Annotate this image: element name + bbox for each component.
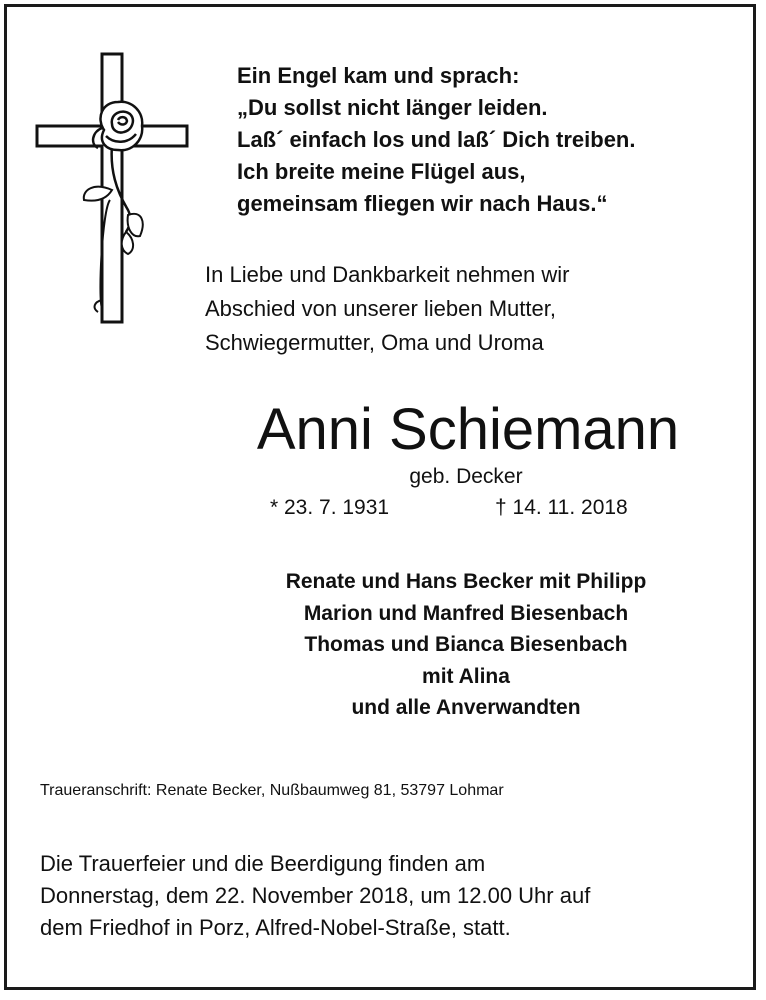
poem-line: Ein Engel kam und sprach: — [237, 63, 520, 88]
family-line: Marion und Manfred Biesenbach — [303, 601, 629, 625]
death-date: † 14. 11. 2018 — [495, 496, 628, 519]
birth-date: * 23. 7. 1931 — [270, 496, 390, 519]
intro-text — [205, 258, 725, 360]
deceased-name: Anni Schiemann — [256, 397, 680, 462]
funeral-line: dem Friedhof in Porz, Alfred-Nobel-Straße, statt. — [40, 915, 511, 940]
funeral-info — [40, 848, 740, 944]
intro-line: Schwiegermutter, Oma und Uroma — [205, 330, 544, 355]
maiden-name: geb. Decker — [409, 465, 523, 488]
poem-line: gemeinsam fliegen wir nach Haus.“ — [237, 191, 608, 216]
poem-line: Ich breite meine Flügel aus, — [237, 159, 526, 184]
intro-line: In Liebe und Dankbarkeit nehmen wir — [205, 262, 570, 287]
mourning-address: Traueranschrift: Renate Becker, Nußbaumweg 81, 53797 Lohmar — [40, 782, 504, 799]
family-line: mit Alina — [422, 664, 510, 688]
family-line: Renate und Hans Becker mit Philipp — [285, 570, 647, 593]
funeral-line: Die Trauerfeier und die Beerdigung finden am — [40, 851, 486, 876]
funeral-line: Donnerstag, dem 22. November 2018, um 12.00 Uhr auf — [40, 883, 591, 908]
intro-line: Abschied von unserer lieben Mutter, — [205, 296, 556, 321]
poem-line: „Du sollst nicht länger leiden. — [237, 95, 548, 120]
poem — [237, 60, 747, 220]
cross-with-rose-icon — [32, 50, 192, 330]
family-line: Thomas und Bianca Biesenbach — [304, 633, 628, 656]
family-list — [0, 566, 766, 724]
family-line: und alle Anverwandten — [351, 696, 581, 719]
poem-line: Laß´ einfach los und laß´ Dich treiben. — [237, 127, 636, 152]
